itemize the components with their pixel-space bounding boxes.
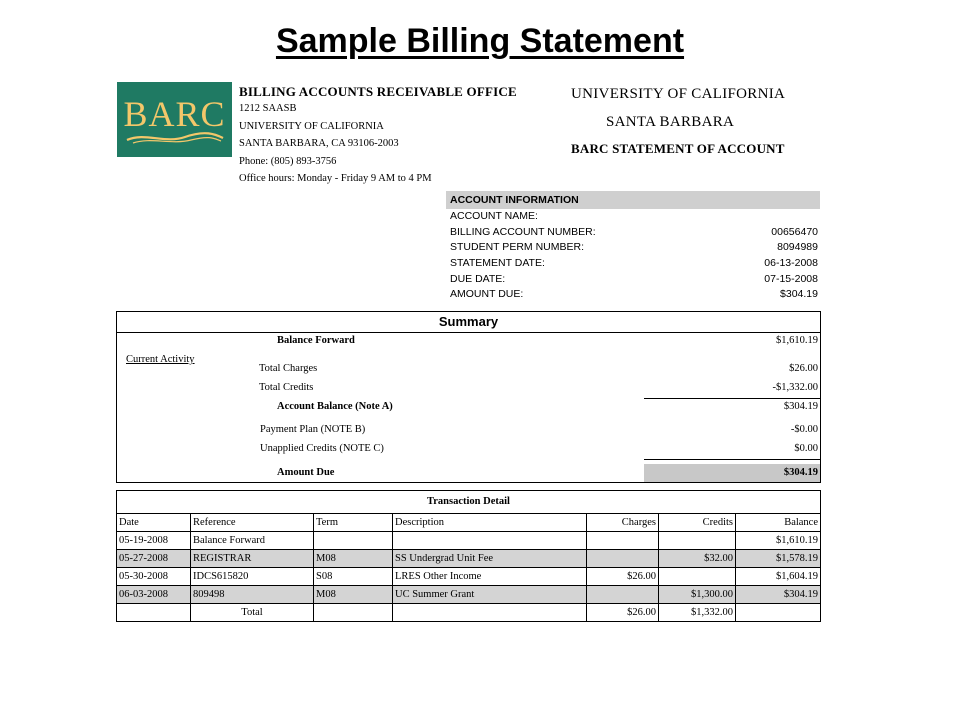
total-credits-value: -$1,332.00: [772, 382, 818, 393]
cell-description: LRES Other Income: [393, 568, 587, 586]
account-balance-value: $304.19: [783, 401, 818, 412]
cell-date: 06-03-2008: [117, 586, 191, 604]
cell-description: [393, 532, 587, 550]
table-total-row: [117, 604, 821, 622]
office-name: BILLING ACCOUNTS RECEIVABLE OFFICE: [239, 84, 517, 99]
unapplied-credits-value: $0.00: [794, 443, 818, 454]
account-info-row: [446, 256, 820, 272]
summary-rule: [644, 459, 820, 460]
cell-reference: Balance Forward: [191, 532, 314, 550]
account-info-label: BILLING ACCOUNT NUMBER:: [450, 225, 596, 238]
col-description: Description: [393, 514, 587, 532]
col-reference: Reference: [191, 514, 314, 532]
office-line: 1212 SAASB: [239, 103, 297, 114]
unapplied-credits-label: Unapplied Credits (NOTE C): [260, 443, 384, 454]
university-name: UNIVERSITY OF CALIFORNIA: [571, 86, 786, 102]
cell-term: M08: [314, 586, 393, 604]
col-term: Term: [314, 514, 393, 532]
account-info-label: AMOUNT DUE:: [450, 288, 524, 301]
balance-forward-value: $1,610.19: [776, 335, 818, 346]
cell-credits: $32.00: [659, 550, 736, 568]
cell-description: UC Summer Grant: [393, 586, 587, 604]
table-row: [117, 568, 821, 586]
office-phone: Phone: (805) 893-3756: [239, 155, 337, 167]
account-information: [446, 191, 820, 303]
office-line: SANTA BARBARA, CA 93106-2003: [239, 138, 399, 149]
account-info-label: STUDENT PERM NUMBER:: [450, 241, 584, 254]
cell-term: [314, 532, 393, 550]
table-row: [117, 550, 821, 568]
cell-charges: [587, 532, 659, 550]
cell-reference: IDCS615820: [191, 568, 314, 586]
summary-rule: [644, 398, 820, 399]
payment-plan-label: Payment Plan (NOTE B): [260, 424, 366, 435]
account-info-row: [446, 272, 820, 288]
office-address: [239, 83, 517, 188]
cell-balance: $1,610.19: [736, 532, 821, 550]
cell-balance: $1,604.19: [736, 568, 821, 586]
cell-balance: $1,578.19: [736, 550, 821, 568]
col-credits: Credits: [659, 514, 736, 532]
total-charges: $26.00: [587, 604, 659, 622]
cell-term: S08: [314, 568, 393, 586]
cell-credits: $1,300.00: [659, 586, 736, 604]
col-date: Date: [117, 514, 191, 532]
total-label: Total: [191, 604, 314, 622]
account-info-label: STATEMENT DATE:: [450, 257, 545, 270]
total-charges-value: $26.00: [789, 363, 818, 374]
barc-logo: [117, 82, 232, 157]
account-info-value: $304.19: [780, 288, 818, 301]
wave-icon: [125, 131, 225, 145]
account-info-value: 06-13-2008: [764, 257, 818, 270]
account-info-row: [446, 209, 820, 225]
table-row: [117, 532, 821, 550]
account-info-row: [446, 287, 820, 303]
account-info-value: 07-15-2008: [764, 272, 818, 285]
table-caption-row: [117, 491, 821, 514]
office-line: UNIVERSITY OF CALIFORNIA: [239, 120, 384, 132]
current-activity-label: Current Activity: [126, 354, 195, 365]
total-credits-label: Total Credits: [259, 382, 314, 393]
cell-balance: [736, 604, 821, 622]
cell-reference: 809498: [191, 586, 314, 604]
account-info-label: DUE DATE:: [450, 272, 506, 285]
cell-credits: [659, 568, 736, 586]
account-info-header: ACCOUNT INFORMATION: [446, 191, 820, 209]
campus-name: SANTA BARBARA: [606, 114, 735, 130]
transaction-detail-table: [116, 490, 821, 622]
account-info-row: [446, 225, 820, 241]
transaction-detail-title: Transaction Detail: [117, 491, 821, 514]
cell-date: 05-19-2008: [117, 532, 191, 550]
amount-due-value: $304.19: [783, 467, 818, 478]
logo-text: BARC: [123, 94, 226, 134]
cell-charges: [587, 550, 659, 568]
account-info-row: [446, 240, 820, 256]
balance-forward-label: Balance Forward: [277, 335, 355, 346]
cell-balance: $304.19: [736, 586, 821, 604]
col-charges: Charges: [587, 514, 659, 532]
total-charges-label: Total Charges: [259, 363, 318, 374]
col-balance: Balance: [736, 514, 821, 532]
cell-charges: $26.00: [587, 568, 659, 586]
payment-plan-value: -$0.00: [790, 424, 818, 435]
cell-date: 05-30-2008: [117, 568, 191, 586]
account-info-value: 00656470: [771, 225, 818, 238]
summary-divider: [117, 332, 820, 333]
cell-date: [117, 604, 191, 622]
cell-date: 05-27-2008: [117, 550, 191, 568]
account-info-value: 8094989: [777, 241, 818, 254]
cell-description: [393, 604, 587, 622]
statement-title: BARC STATEMENT OF ACCOUNT: [571, 141, 785, 156]
summary-title: Summary: [438, 314, 499, 329]
office-hours: Office hours: Monday - Friday 9 AM to 4 PM: [239, 173, 432, 184]
table-row: [117, 586, 821, 604]
cell-term: M08: [314, 550, 393, 568]
amount-due-label: Amount Due: [277, 467, 335, 478]
cell-charges: [587, 586, 659, 604]
account-balance-label: Account Balance (Note A): [277, 401, 393, 412]
account-info-label: ACCOUNT NAME:: [450, 210, 538, 222]
summary-box: [116, 311, 821, 483]
cell-reference: REGISTRAR: [191, 550, 314, 568]
table-header-row: [117, 514, 821, 532]
page-title: Sample Billing Statement: [275, 22, 685, 60]
total-credits: $1,332.00: [659, 604, 736, 622]
cell-credits: [659, 532, 736, 550]
cell-term: [314, 604, 393, 622]
cell-description: SS Undergrad Unit Fee: [393, 550, 587, 568]
